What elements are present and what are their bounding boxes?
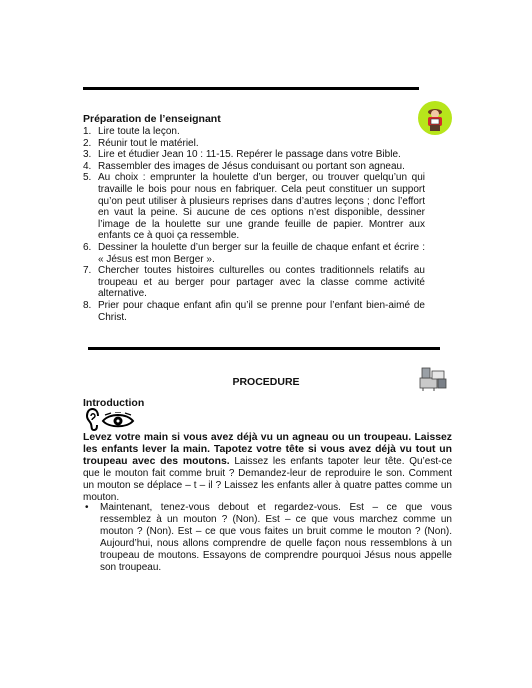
list-item: 4. Rassembler des images de Jésus conduisant ou portant son agneau. [83,160,405,172]
list-item: 7. Chercher toutes histoires culturelles ou contes traditionnels relatifs au troupeau et au berger pour partager avec la classe comme activité alternative. [83,265,425,300]
eye-icon [101,412,135,429]
introduction-normal-text: Laissez les enfants tapoter leur tête. Qu’est-ce que le mouton fait comme bruit ? Demandez-leur de reproduire le son. Comment un mouton se déplace – t – il ? Laissez les enfants aller à quatre pattes comme un mouton. [83,456,453,503]
introduction-title: Introduction [83,397,145,409]
list-item: 8. Prier pour chaque enfant afin qu’il se prenne pour l’enfant bien-aimé de Christ. [83,299,425,323]
top-divider [83,87,419,90]
list-item: 5. Au choix : emprunter la houlette d’un berger, ou trouver quelqu’un qui travaille le bois pour nous en fabriquer. Cela peut constituer un support qu’on peut utiliser à plusieurs reprises dans d’autres leçons ; donc l’effort en vaut la peine. Si aucune de ces options n’est disponible, dessiner l’image de la houlette sur une grande feuille de papier. Montrer aux enfants ce à quoi ça ressemble. [83,172,425,242]
section-divider [88,347,440,350]
preparation-title: Préparation de l’enseignant [83,113,221,125]
activity-list [83,502,452,574]
list-item: 3. Lire et étudier Jean 10 : 11-15. Repérer le passage dans votre Bible. [83,149,401,161]
preparation-list [83,126,425,323]
bullet-symbol: • [85,502,89,513]
list-item: 1. Lire toute la leçon. [83,126,180,137]
introduction-bold-text: Levez votre main si vous avez déjà vu un agneau ou un troupeau. Laissez les enfants lever la main. Tapotez votre tête si vous avez déjà vu tout un troupeau avec des moutons. [83,432,452,467]
list-item: 2. Réunir tout le matériel. [83,137,199,149]
ear-icon [86,408,102,432]
list-item: • Maintenant, tenez-vous debout et regardez-vous. Est – ce que vous ressemblez à un mouton ? (Non). Est – ce que vous marchez comme un mouton ? (Non). Est – ce que vous faites un bruit comme le mouton ? (Non). Aujourd’hui, nous allons comprendre de quelle façon nous ressemblons à un troupeau de moutons. Essayons de comprendre pourquoi Jésus nous appelle son troupeau. [85,502,452,573]
introduction-text [83,432,452,504]
materials-icon [418,365,448,391]
procedure-title: PROCEDURE [232,376,300,388]
list-item: 6. Dessiner la houlette d’un berger sur la feuille de chaque enfant et écrire : « Jésus est mon Berger ». [83,241,425,265]
